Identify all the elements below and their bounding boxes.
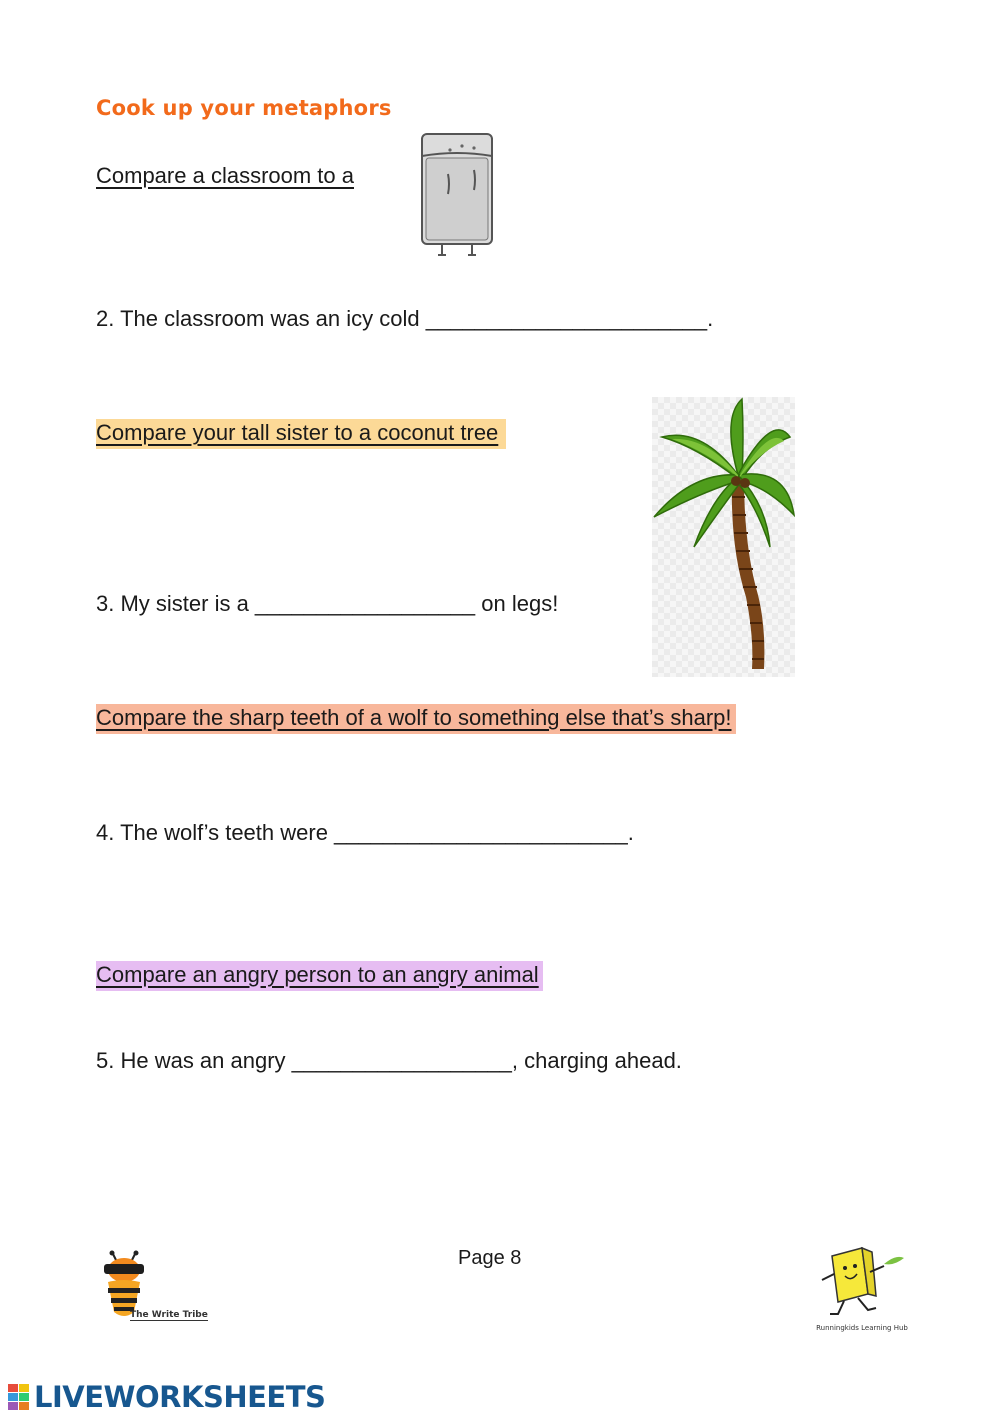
prompt-angry-person: Compare an angry person to an angry animal: [96, 961, 543, 991]
sentence-3: 3. My sister is a __________________ on legs!: [96, 591, 559, 616]
sentence-5: 5. He was an angry __________________, charging ahead.: [96, 1048, 682, 1073]
coconut-tree-image: [652, 397, 795, 677]
liveworksheets-brand: [8, 1380, 325, 1414]
liveworksheets-blocks-icon: [8, 1384, 30, 1410]
running-book-icon: [812, 1244, 908, 1322]
right-logo-caption: Runningkids Learning Hub: [816, 1324, 908, 1332]
prompt-sister: Compare your tall sister to a coconut tree: [96, 419, 506, 449]
prompt-classroom: Compare a classroom to a: [96, 163, 354, 188]
left-logo-caption: The Write Tribe: [130, 1310, 208, 1320]
prompt-wolf-teeth: Compare the sharp teeth of a wolf to something else that’s sharp!: [96, 704, 736, 734]
worksheet-title: Cook up your metaphors: [96, 96, 392, 120]
fridge-image: [412, 128, 502, 260]
page-number: Page 8: [458, 1247, 522, 1269]
sentence-4: 4. The wolf’s teeth were ________________________.: [96, 820, 634, 845]
runningkids-logo: [812, 1244, 908, 1344]
sentence-2: 2. The classroom was an icy cold _______________________.: [96, 306, 714, 331]
liveworksheets-wordmark: LIVEWORKSHEETS: [34, 1380, 326, 1414]
write-tribe-logo: [98, 1250, 208, 1328]
